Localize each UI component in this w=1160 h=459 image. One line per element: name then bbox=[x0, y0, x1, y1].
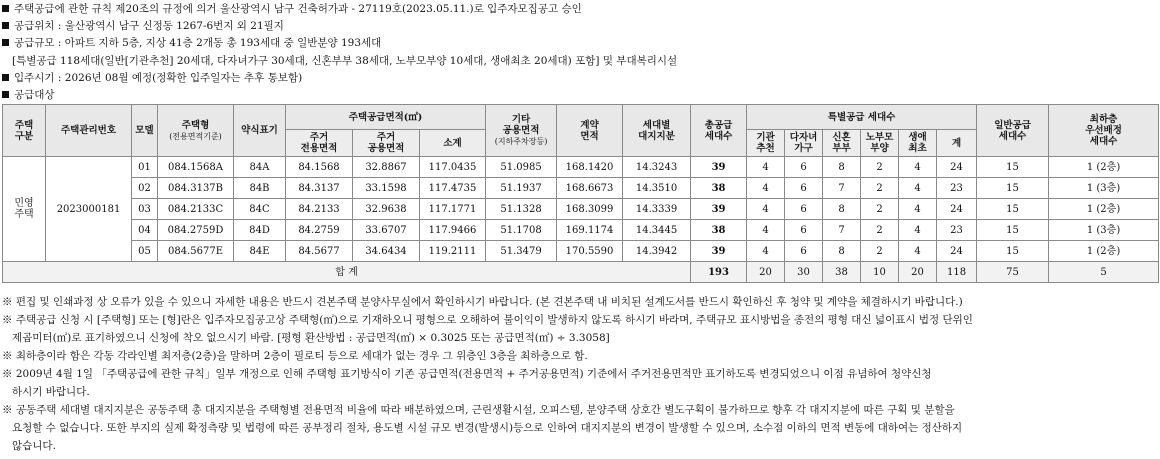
note-line: 하시기 바랍니다. bbox=[12, 386, 90, 398]
col-header-elderly: 노부모 부양 bbox=[861, 130, 899, 157]
announcement-header bbox=[2, 1, 1158, 104]
elderly-cell: 2 bbox=[861, 220, 899, 241]
supply-table bbox=[2, 104, 1159, 283]
exclusive-cell: 84.1568 bbox=[286, 157, 353, 178]
col-header-special-group: 특별공급 세대수 bbox=[747, 105, 977, 130]
min-priority-cell: 1 (3층) bbox=[1049, 178, 1159, 199]
header-sub-item: [특별공급 118세대(일반[기관추천] 20세대, 다자녀가구 30세대, 신혼부부 38세대, 노부모부양 10세대, 생애최초 20세대) 포함] 및 부대복리시설 bbox=[12, 54, 678, 67]
col-header-contract-area: 계약 면적 bbox=[557, 105, 623, 157]
house-type-cell: 084.5677E bbox=[158, 241, 234, 262]
totals-label: 합 계 bbox=[3, 262, 691, 283]
exclusive-cell: 84.2133 bbox=[286, 199, 353, 220]
totals-multi-child: 30 bbox=[785, 262, 823, 283]
newlywed-cell: 7 bbox=[823, 220, 861, 241]
inst-cell: 4 bbox=[747, 157, 785, 178]
row-type-cell: 민영 주택 bbox=[3, 157, 46, 262]
common-cell: 34.6434 bbox=[353, 241, 420, 262]
inst-cell: 4 bbox=[747, 178, 785, 199]
model-cell: 04 bbox=[132, 220, 158, 241]
newlywed-cell: 8 bbox=[823, 157, 861, 178]
elderly-cell: 2 bbox=[861, 241, 899, 262]
subtotal-cell: 117.9466 bbox=[420, 220, 486, 241]
exclusive-cell: 84.2759 bbox=[286, 220, 353, 241]
subtotal-cell: 117.4735 bbox=[420, 178, 486, 199]
common-cell: 32.8867 bbox=[353, 157, 420, 178]
min-priority-cell: 1 (2층) bbox=[1049, 157, 1159, 178]
multi-child-cell: 6 bbox=[785, 220, 823, 241]
newlywed-cell: 8 bbox=[823, 241, 861, 262]
land-share-cell: 14.3445 bbox=[623, 220, 691, 241]
note-line: ※ 주택공급 신청 시 [주택형] 또는 [형]란은 입주자모집공고상 주택형(㎡)으로 기재하오니 평형으로 오해하여 불이익이 발생하지 않도록 하시기 바라며, 주택규모 표시방법을 종전의 평형 대신 넓이표시 법정 단위인 bbox=[2, 314, 973, 326]
model-cell: 02 bbox=[132, 178, 158, 199]
totals-general: 75 bbox=[977, 262, 1049, 283]
multi-child-cell: 6 bbox=[785, 241, 823, 262]
contract-area-cell: 168.6673 bbox=[557, 178, 623, 199]
short-name-cell: 84C bbox=[234, 199, 286, 220]
first-life-cell: 4 bbox=[899, 220, 937, 241]
col-header-total-units: 총공급 세대수 bbox=[691, 105, 747, 157]
square-bullet-icon bbox=[2, 39, 9, 46]
totals-row bbox=[3, 262, 1159, 283]
total-units-cell: 39 bbox=[691, 157, 747, 178]
general-cell: 15 bbox=[977, 178, 1049, 199]
totals-elderly: 10 bbox=[861, 262, 899, 283]
header-item: 공급대상 bbox=[2, 87, 1158, 104]
first-life-cell: 4 bbox=[899, 241, 937, 262]
newlywed-cell: 8 bbox=[823, 199, 861, 220]
header-item: 입주시기 : 2026년 08월 예정(정확한 입주일자는 추후 통보함) bbox=[2, 70, 1158, 87]
note-line: ※ 2009년 4월 1일 「주택공급에 관한 규칙」일부 개정으로 인해 주택형 표기방식이 기존 공급면적(전용면적 + 주거공용면적) 기준에서 주거전용면적만 표기하도록 변경되었으니 이점 유념하여 청약신청 bbox=[2, 368, 932, 380]
elderly-cell: 2 bbox=[861, 199, 899, 220]
col-header-mgmt-no: 주택관리번호 bbox=[46, 105, 132, 157]
totals-first-life: 20 bbox=[899, 262, 937, 283]
total-units-cell: 39 bbox=[691, 241, 747, 262]
short-name-cell: 84A bbox=[234, 157, 286, 178]
min-priority-cell: 1 (2층) bbox=[1049, 199, 1159, 220]
col-header-area-group: 주택공급면적(㎡) bbox=[286, 105, 486, 130]
col-header-land-share: 세대별 대지지분 bbox=[623, 105, 691, 157]
common-cell: 32.9638 bbox=[353, 199, 420, 220]
col-header-house-type: 주택형 (전용면적기준) bbox=[158, 105, 234, 157]
min-priority-cell: 1 (2층) bbox=[1049, 241, 1159, 262]
col-header-common: 주거 공용면적 bbox=[353, 130, 420, 157]
newlywed-cell: 7 bbox=[823, 178, 861, 199]
header-item: 주택공급에 관한 규칙 제20조의 규정에 의거 울산광역시 남구 건축허가과 - 27119호(2023.05.11.)로 입주자모집공고 승인 bbox=[2, 1, 1158, 18]
col-header-min-priority: 최하층 우선배정 세대수 bbox=[1049, 105, 1159, 157]
short-name-cell: 84E bbox=[234, 241, 286, 262]
special-total-cell: 24 bbox=[937, 199, 977, 220]
contract-area-cell: 170.5590 bbox=[557, 241, 623, 262]
total-units-cell: 38 bbox=[691, 220, 747, 241]
first-life-cell: 4 bbox=[899, 199, 937, 220]
totals-min-priority: 5 bbox=[1049, 262, 1159, 283]
col-header-inst: 기관 추천 bbox=[747, 130, 785, 157]
col-header-short-name: 약식표기 bbox=[234, 105, 286, 157]
exclusive-cell: 84.5677 bbox=[286, 241, 353, 262]
col-header-newlywed: 신혼 부부 bbox=[823, 130, 861, 157]
common-cell: 33.6707 bbox=[353, 220, 420, 241]
col-header-type: 주택 구분 bbox=[3, 105, 46, 157]
land-share-cell: 14.3339 bbox=[623, 199, 691, 220]
square-bullet-icon bbox=[2, 74, 9, 81]
multi-child-cell: 6 bbox=[785, 157, 823, 178]
note-line: ※ 편집 및 인쇄과정 상 오류가 있을 수 있으니 자세한 내용은 반드시 견본주택 분양사무실에서 확인하시기 바랍니다. (본 견본주택 내 비치된 설계도서를 반드시 확인하신 후 청약 및 계약을 체결하시기 바랍니다.) bbox=[2, 296, 963, 308]
special-total-cell: 24 bbox=[937, 241, 977, 262]
col-header-first-life: 생애 최초 bbox=[899, 130, 937, 157]
note-line: ※ 공동주택 세대별 대지지분은 공동주택 총 대지지분을 주택형별 전용면적 비율에 따라 배분하였으며, 근린생활시설, 오피스텔, 분양주택 상호간 별도구획이 불가하므로 향후 각 대지지분에 따른 구획 및 분할을 bbox=[2, 404, 955, 416]
contract-area-cell: 168.1420 bbox=[557, 157, 623, 178]
col-header-multi-child: 다자녀 가구 bbox=[785, 130, 823, 157]
note-line: 제곱미터(㎡)로 표기하였으니 신청에 착오 없으시기 바람. [평형 환산방법 : 공급면적(㎡) × 0.3025 또는 공급면적(㎡) ÷ 3.3058] bbox=[12, 332, 610, 344]
table-row bbox=[3, 241, 1159, 262]
common-cell: 33.1598 bbox=[353, 178, 420, 199]
model-cell: 05 bbox=[132, 241, 158, 262]
note-line: 요청할 수 없습니다. 또한 부지의 실제 확정측량 및 법령에 따른 공부정리 절차, 용도별 시설 규모 변경(발생시)등으로 인하여 대지지분의 변경이 발생할 수 있으며, 소수점 이하의 면적 변동에 대하여는 정산하지 bbox=[12, 422, 963, 434]
table-row bbox=[3, 178, 1159, 199]
house-type-cell: 084.1568A bbox=[158, 157, 234, 178]
contract-area-cell: 168.3099 bbox=[557, 199, 623, 220]
other-common-cell: 51.0985 bbox=[486, 157, 557, 178]
short-name-cell: 84B bbox=[234, 178, 286, 199]
subtotal-cell: 119.2111 bbox=[420, 241, 486, 262]
header-item: 공급규모 : 아파트 지하 5층, 지상 41층 2개동 총 193세대 중 일반분양 193세대 bbox=[2, 35, 1158, 52]
general-cell: 15 bbox=[977, 199, 1049, 220]
contract-area-cell: 169.1174 bbox=[557, 220, 623, 241]
col-header-general: 일반공급 세대수 bbox=[977, 105, 1049, 157]
inst-cell: 4 bbox=[747, 241, 785, 262]
house-type-cell: 084.2133C bbox=[158, 199, 234, 220]
totals-total-units: 193 bbox=[691, 262, 747, 283]
house-type-cell: 084.2759D bbox=[158, 220, 234, 241]
general-cell: 15 bbox=[977, 241, 1049, 262]
header-item: 공급위치 : 울산광역시 남구 신정동 1267-6번지 외 21필지 bbox=[2, 18, 1158, 35]
table-row bbox=[3, 157, 1159, 178]
elderly-cell: 2 bbox=[861, 178, 899, 199]
total-units-cell: 38 bbox=[691, 178, 747, 199]
first-life-cell: 4 bbox=[899, 178, 937, 199]
land-share-cell: 14.3243 bbox=[623, 157, 691, 178]
short-name-cell: 84D bbox=[234, 220, 286, 241]
multi-child-cell: 6 bbox=[785, 178, 823, 199]
other-common-cell: 51.1708 bbox=[486, 220, 557, 241]
table-row bbox=[3, 199, 1159, 220]
multi-child-cell: 6 bbox=[785, 199, 823, 220]
col-header-other-common: 기타 공용면적 (지하주차장등) bbox=[486, 105, 557, 157]
col-header-subtotal: 소계 bbox=[420, 130, 486, 157]
general-cell: 15 bbox=[977, 157, 1049, 178]
special-total-cell: 23 bbox=[937, 178, 977, 199]
model-cell: 03 bbox=[132, 199, 158, 220]
model-cell: 01 bbox=[132, 157, 158, 178]
square-bullet-icon bbox=[2, 91, 9, 98]
col-header-model: 모델 bbox=[132, 105, 158, 157]
other-common-cell: 51.1328 bbox=[486, 199, 557, 220]
totals-inst: 20 bbox=[747, 262, 785, 283]
note-line: ※ 최하층이라 함은 각동 각라인별 최저층(2층)을 말하며 2층이 필로티 등으로 세대가 없는 경우 그 위층인 3층을 최하층으로 함. bbox=[2, 350, 588, 362]
col-header-special-total: 계 bbox=[937, 130, 977, 157]
exclusive-cell: 84.3137 bbox=[286, 178, 353, 199]
general-cell: 15 bbox=[977, 220, 1049, 241]
special-total-cell: 23 bbox=[937, 220, 977, 241]
notes-section bbox=[2, 293, 1158, 455]
other-common-cell: 51.1937 bbox=[486, 178, 557, 199]
totals-newlywed: 38 bbox=[823, 262, 861, 283]
mgmt-number-cell: 2023000181 bbox=[46, 157, 132, 262]
square-bullet-icon bbox=[2, 22, 9, 29]
total-units-cell: 39 bbox=[691, 199, 747, 220]
other-common-cell: 51.3479 bbox=[486, 241, 557, 262]
note-line: 않습니다. bbox=[12, 440, 56, 452]
table-row bbox=[3, 220, 1159, 241]
subtotal-cell: 117.1771 bbox=[420, 199, 486, 220]
house-type-cell: 084.3137B bbox=[158, 178, 234, 199]
totals-special-total: 118 bbox=[937, 262, 977, 283]
subtotal-cell: 117.0435 bbox=[420, 157, 486, 178]
first-life-cell: 4 bbox=[899, 157, 937, 178]
col-header-exclusive: 주거 전용면적 bbox=[286, 130, 353, 157]
land-share-cell: 14.3510 bbox=[623, 178, 691, 199]
elderly-cell: 2 bbox=[861, 157, 899, 178]
inst-cell: 4 bbox=[747, 220, 785, 241]
special-total-cell: 24 bbox=[937, 157, 977, 178]
inst-cell: 4 bbox=[747, 199, 785, 220]
min-priority-cell: 1 (3층) bbox=[1049, 220, 1159, 241]
square-bullet-icon bbox=[2, 5, 9, 12]
land-share-cell: 14.3942 bbox=[623, 241, 691, 262]
